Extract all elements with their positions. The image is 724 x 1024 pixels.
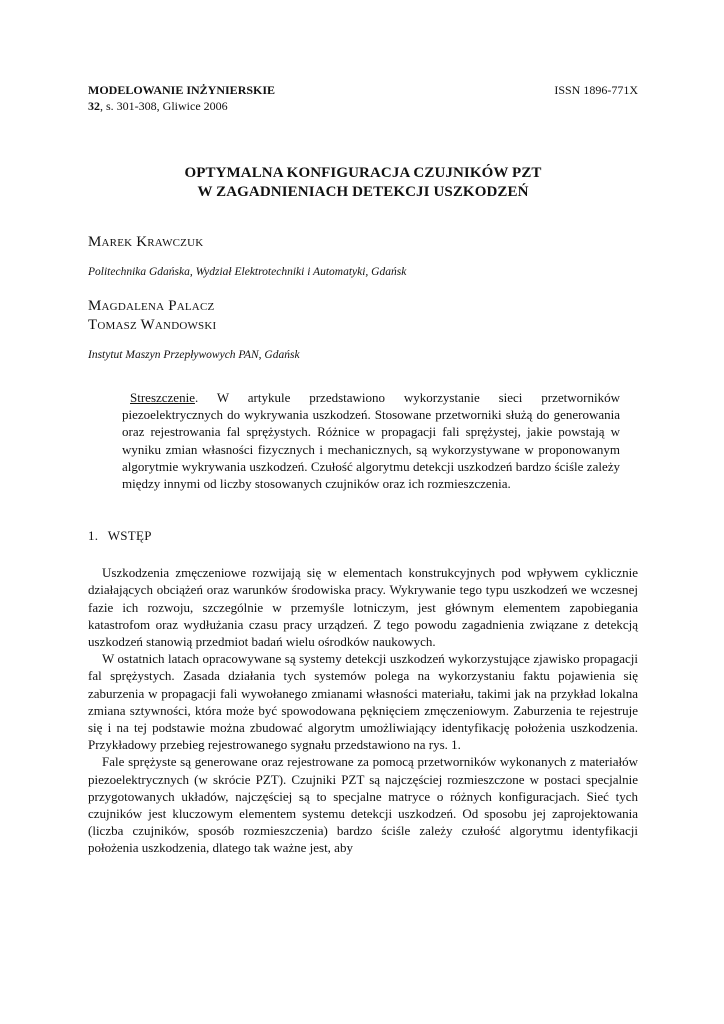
journal-header — [88, 82, 638, 98]
section-number: 1. — [88, 528, 99, 544]
section-title: WSTĘP — [107, 528, 152, 544]
author-name: Marek Krawczuk — [88, 234, 204, 250]
author-affiliation: Politechnika Gdańska, Wydział Elektrotechniki i Automatyki, Gdańsk — [88, 266, 407, 278]
issn: ISSN 1896-771X — [554, 83, 638, 97]
paper-page — [88, 82, 638, 857]
author-name: Magdalena Palacz — [88, 298, 215, 314]
body-paragraph: Uszkodzenia zmęczeniowe rozwijają się w elementach konstrukcyjnych pod wpływem cyklicznie działających obciążeń oraz warunków środowiska pracy. Wykrywanie tego typu uszkodzeń we wczesnej fazie ich rozwoju, szczególnie w przemyśle lotniczym, jest głównym elementem zapobiegania katastrofom oraz wydłużania czasu pracy urządzeń. Z tego powodu zagadnienia związane z detekcją uszkodzeń stanowią przedmiot badań wielu ośrodków naukowych. — [88, 565, 638, 650]
author-group-2 — [88, 297, 638, 363]
body-paragraph: W ostatnich latach opracowywane są systemy detekcji uszkodzeń wykorzystujące zjawisko propagacji fal sprężystych. Zasada działania tych systemów polega na wykorzystaniu faktu pojawienia się zaburzenia w propagacji fali wywołanego zmianami własności materiału, takimi jak na przykład lokalna zmiana sztywności, która może być spowodowana pęknięciem zmęczeniowym. Zaburzenia te rejestruje się i na tej podstawie można zbudować algorytm umożliwiający identyfikację położenia uszkodzenia. Przykładowy przebieg rejestrowanego sygnału przedstawiono na rys. 1. — [88, 651, 638, 753]
abstract-text: . W artykule przedstawiono wykorzystanie sieci przetworników piezoelektrycznych do wykrywania uszkodzeń. Stosowane przetworniki służą do generowania oraz rejestrowania fal sprężystych. Różnice w propagacji fali sprężystej, jakie powstają w wyniku zmian własności fizycznych i mechanicznych, są wykorzystywane w proponowanym algorytmie wykrywania uszkodzeń. Czułość algorytmu detekcji uszkodzeń bardzo ściśle zależy między innymi od liczby stosowanych czujników oraz ich rozmieszczenia. — [122, 390, 620, 492]
journal-pages-place-year: , s. 301-308, Gliwice 2006 — [100, 99, 228, 113]
author-name: Tomasz Wandowski — [88, 317, 217, 333]
journal-volume-line — [88, 98, 638, 114]
author-group-1 — [88, 233, 638, 280]
author-affiliation: Instytut Maszyn Przepływowych PAN, Gdańsk — [88, 349, 300, 361]
journal-volume: 32 — [88, 99, 100, 113]
section-heading — [88, 527, 638, 544]
paper-title — [88, 164, 638, 202]
section-body — [88, 564, 638, 856]
body-paragraph: Fale sprężyste są generowane oraz rejestrowane za pomocą przetworników wykonanych z materiałów piezoelektrycznych (w skrócie PZT). Czujniki PZT są najczęściej rozmieszczone w postaci specjalnie przygotowanych układów, najczęściej są to specjalne matryce o różnych konfiguracjach. Sieć tych czujników jest kluczowym elementem systemu detekcji uszkodzeń. Od sposobu jej zaprojektowania (liczba czujników, sposób rozmieszczenia) bardzo ściśle zależy czułość algorytmu identyfikacji położenia uszkodzenia, dlatego tak ważne jest, aby — [88, 754, 638, 856]
abstract — [122, 389, 620, 492]
abstract-label: Streszczenie — [130, 390, 195, 405]
journal-name: MODELOWANIE INŻYNIERSKIE — [88, 83, 276, 97]
paper-title-line-1: OPTYMALNA KONFIGURACJA CZUJNIKÓW PZT — [184, 165, 542, 181]
paper-title-line-2: W ZAGADNIENIACH DETEKCJI USZKODZEŃ — [197, 184, 529, 200]
